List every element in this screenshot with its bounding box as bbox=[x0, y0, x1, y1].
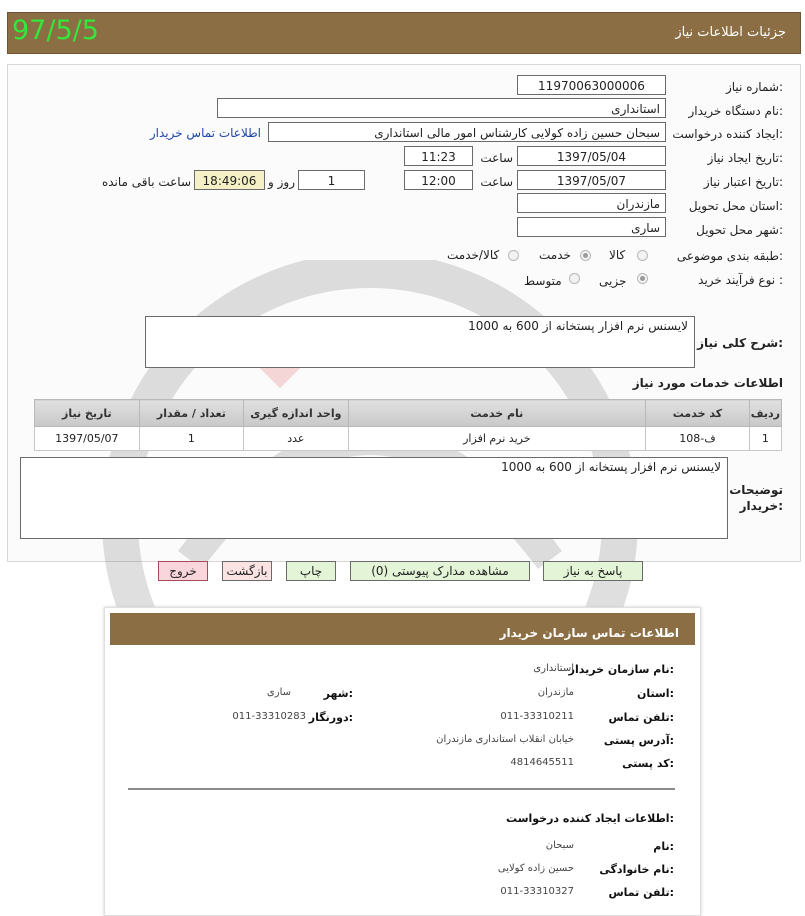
contact-postal-value: 4814645511 bbox=[510, 757, 574, 768]
province-label: استان محل تحویل: bbox=[688, 199, 783, 213]
remaining-days-field: 1 bbox=[298, 170, 365, 190]
city-field: ساری bbox=[517, 217, 666, 237]
category-label: طبقه بندی موضوعی: bbox=[676, 249, 783, 263]
contact-province-label: استان: bbox=[636, 687, 674, 700]
reply-button[interactable]: پاسخ به نیاز bbox=[543, 561, 643, 581]
print-button[interactable]: چاپ bbox=[286, 561, 336, 581]
services-table bbox=[34, 399, 782, 451]
city-label: شهر محل تحویل: bbox=[696, 223, 783, 237]
contact-org-label: نام سازمان خریدار: bbox=[568, 663, 674, 676]
category-goods-radio[interactable] bbox=[637, 250, 648, 261]
creator-section-title: اطلاعات ایجاد کننده درخواست: bbox=[506, 812, 674, 825]
back-button[interactable]: بازگشت bbox=[222, 561, 272, 581]
contact-divider bbox=[128, 788, 675, 790]
col-code: کد خدمت bbox=[646, 400, 750, 427]
created-date-field: 1397/05/04 bbox=[517, 146, 666, 166]
creator-label: ایجاد کننده درخواست: bbox=[672, 127, 783, 141]
creator-first-name-label: نام: bbox=[653, 840, 674, 853]
creator-first-name-value: سبحان bbox=[545, 840, 574, 851]
cell-code: ف-108 bbox=[646, 427, 750, 451]
exit-button[interactable]: خروج bbox=[158, 561, 208, 581]
buyer-org-label: نام دستگاه خریدار: bbox=[688, 104, 783, 118]
header-date: 97/5/5 bbox=[12, 15, 99, 46]
services-header-row bbox=[35, 400, 782, 427]
contact-address-label: آدرس پستی: bbox=[603, 734, 674, 747]
contact-city-value: ساری bbox=[266, 687, 291, 698]
creator-field: سبحان حسین زاده کولایی کارشناس امور مالی استانداری bbox=[268, 122, 666, 142]
services-title: اطلاعات خدمات مورد نیاز bbox=[632, 376, 783, 390]
buyer-notes-label: توضیحات خریدار: bbox=[729, 483, 783, 513]
contact-phone-label: تلفن تماس: bbox=[608, 711, 674, 724]
process-medium-radio[interactable] bbox=[569, 273, 580, 284]
contact-fax-label: دورنگار: bbox=[308, 711, 353, 724]
process-minor-label: جزیی bbox=[599, 274, 627, 288]
need-number-field: 11970063000006 bbox=[517, 75, 666, 95]
remaining-time-field: 18:49:06 bbox=[194, 170, 265, 190]
contact-province-value: مازندران bbox=[537, 687, 574, 698]
remaining-days-label: روز و bbox=[268, 175, 295, 189]
need-number-label: شماره نیاز: bbox=[725, 80, 783, 94]
cell-name: خرید نرم افزار bbox=[348, 427, 646, 451]
page-header bbox=[7, 12, 801, 54]
creator-last-name-value: حسین زاده کولایی bbox=[497, 863, 574, 874]
creator-last-name-label: نام خانوادگی: bbox=[599, 863, 674, 876]
contact-card-title: اطلاعات تماس سازمان خریدار bbox=[110, 613, 695, 645]
buyer-notes-textarea[interactable]: لایسنس نرم افزار پستخانه از 600 به 1000 bbox=[20, 457, 728, 539]
contact-phone-value: 011-33310211 bbox=[500, 711, 574, 722]
category-service-label: خدمت bbox=[539, 248, 571, 262]
cell-date: 1397/05/07 bbox=[35, 427, 140, 451]
remaining-time-label: ساعت باقی مانده bbox=[101, 175, 191, 189]
col-date: تاریخ نیاز bbox=[35, 400, 140, 427]
page-title: جزئیات اطلاعات نیاز bbox=[675, 25, 786, 40]
contact-address-value: خیابان انقلاب استانداری مازندران bbox=[436, 734, 574, 745]
col-name: نام خدمت bbox=[348, 400, 646, 427]
contact-city-label: شهر: bbox=[323, 687, 353, 700]
col-row: ردیف bbox=[749, 400, 781, 427]
creator-phone-value: 011-33310327 bbox=[500, 886, 574, 897]
contact-fax-value: 011-33310283 bbox=[232, 711, 306, 722]
creator-phone-label: تلفن تماس: bbox=[608, 886, 674, 899]
validity-time-field: 12:00 bbox=[404, 170, 473, 190]
attachments-button[interactable]: مشاهده مدارک پیوستی (0) bbox=[350, 561, 530, 581]
category-both-radio[interactable] bbox=[508, 250, 519, 261]
created-date-label: تاریخ ایجاد نیاز: bbox=[707, 151, 783, 165]
province-field: مازندران bbox=[517, 193, 666, 213]
validity-date-label: تاریخ اعتبار نیاز: bbox=[703, 175, 783, 189]
cell-row: 1 bbox=[749, 427, 781, 451]
col-qty: تعداد / مقدار bbox=[139, 400, 243, 427]
created-time-field: 11:23 bbox=[404, 146, 473, 166]
cell-qty: 1 bbox=[139, 427, 243, 451]
category-service-radio[interactable] bbox=[580, 250, 591, 261]
contact-postal-label: کد پستی: bbox=[622, 757, 674, 770]
process-medium-label: متوسط bbox=[524, 274, 562, 288]
category-goods-label: کالا bbox=[609, 248, 626, 262]
process-minor-radio[interactable] bbox=[637, 273, 648, 284]
validity-date-field: 1397/05/07 bbox=[517, 170, 666, 190]
col-unit: واحد اندازه گیری bbox=[244, 400, 348, 427]
table-row bbox=[35, 427, 782, 451]
created-time-label: ساعت bbox=[480, 151, 513, 165]
buyer-contact-link[interactable]: اطلاعات تماس خریدار bbox=[149, 126, 261, 140]
category-both-label: کالا/خدمت bbox=[447, 248, 500, 262]
validity-time-label: ساعت bbox=[480, 175, 513, 189]
cell-unit: عدد bbox=[244, 427, 348, 451]
summary-textarea[interactable]: لایسنس نرم افزار پستخانه از 600 به 1000 bbox=[145, 316, 695, 368]
buyer-org-field: استانداری bbox=[217, 98, 666, 118]
contact-org-value: استانداری bbox=[533, 663, 574, 674]
summary-label: شرح کلی نیاز: bbox=[697, 336, 783, 350]
process-label: نوع فرآیند خرید : bbox=[698, 273, 783, 287]
